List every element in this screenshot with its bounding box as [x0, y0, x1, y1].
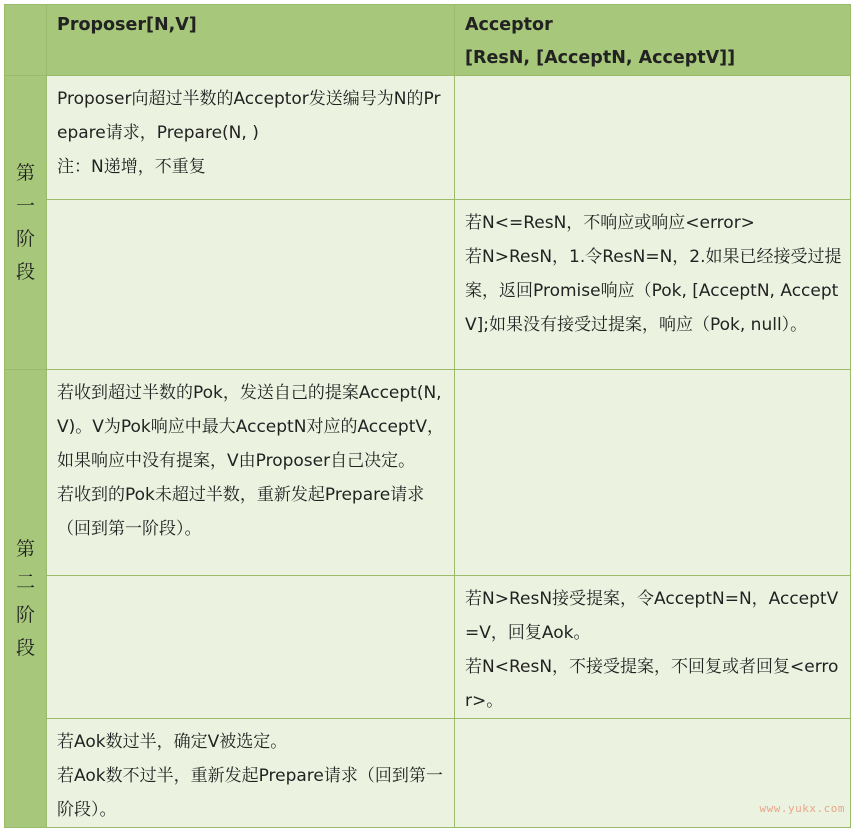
- proposer-prepare-text: Proposer向超过半数的Acceptor发送编号为N的Prepare请求，Prepare(N, ): [57, 89, 441, 143]
- header-proposer: Proposer[N,V]: [47, 5, 455, 76]
- stage2-acceptor-empty: [455, 370, 851, 576]
- stage1-acceptor-empty: [455, 76, 851, 200]
- paxos-table: [4, 4, 851, 828]
- stage1-proposer-row: [5, 76, 851, 200]
- acceptor-decline-text: 若N<ResN，不接受提案，不回复或者回复<error>。: [465, 657, 839, 711]
- header-row: [5, 5, 851, 76]
- stage2-proposer-row: [5, 370, 851, 576]
- stage1-label: 第 一 阶 段: [5, 76, 47, 370]
- header-acceptor-state: [ResN, [AcceptN, AcceptV]]: [465, 48, 736, 68]
- stage1-acceptor-cell: [455, 200, 851, 370]
- header-corner: [5, 5, 47, 76]
- proposer-chosen-text: 若Aok数过半，确定V被选定。: [57, 732, 288, 752]
- acceptor-reject-text: 若N<=ResN，不响应或响应<error>: [465, 213, 755, 233]
- stage2-result-cell: [47, 719, 455, 828]
- header-acceptor: [455, 5, 851, 76]
- acceptor-accept-text: 若N>ResN接受提案，令AcceptN=N，AcceptV=V，回复Aok。: [465, 589, 839, 643]
- proposer-restart-text: 若Aok数不过半，重新发起Prepare请求（回到第一阶段）。: [57, 766, 443, 820]
- stage2-acceptor-row: [5, 576, 851, 719]
- stage1-proposer-empty: [47, 200, 455, 370]
- proposer-prepare-note: 注：N递增，不重复: [57, 157, 206, 177]
- acceptor-promise-text: 若N>ResN，1.令ResN=N，2.如果已经接受过提案，返回Promise响应（Pok, [AcceptN, AcceptV];如果没有接受过提案，响应（Pok, null）。: [465, 247, 842, 335]
- stage2-result-row: [5, 719, 851, 828]
- stage2-acceptor-cell: [455, 576, 851, 719]
- stage1-proposer-cell: [47, 76, 455, 200]
- watermark: www.yukx.com: [759, 802, 845, 815]
- proposer-accept-text: 若收到超过半数的Pok，发送自己的提案Accept(N,V)。V为Pok响应中最大AcceptN对应的AcceptV，如果响应中没有提案，V由Proposer自己决定。: [57, 383, 445, 471]
- stage2-proposer-empty: [47, 576, 455, 719]
- stage2-proposer-cell: [47, 370, 455, 576]
- proposer-retry-text: 若收到的Pok未超过半数，重新发起Prepare请求（回到第一阶段）。: [57, 485, 425, 539]
- stage2-label: 第 二 阶 段: [5, 370, 47, 828]
- header-acceptor-title: Acceptor: [465, 15, 553, 35]
- stage1-acceptor-row: [5, 200, 851, 370]
